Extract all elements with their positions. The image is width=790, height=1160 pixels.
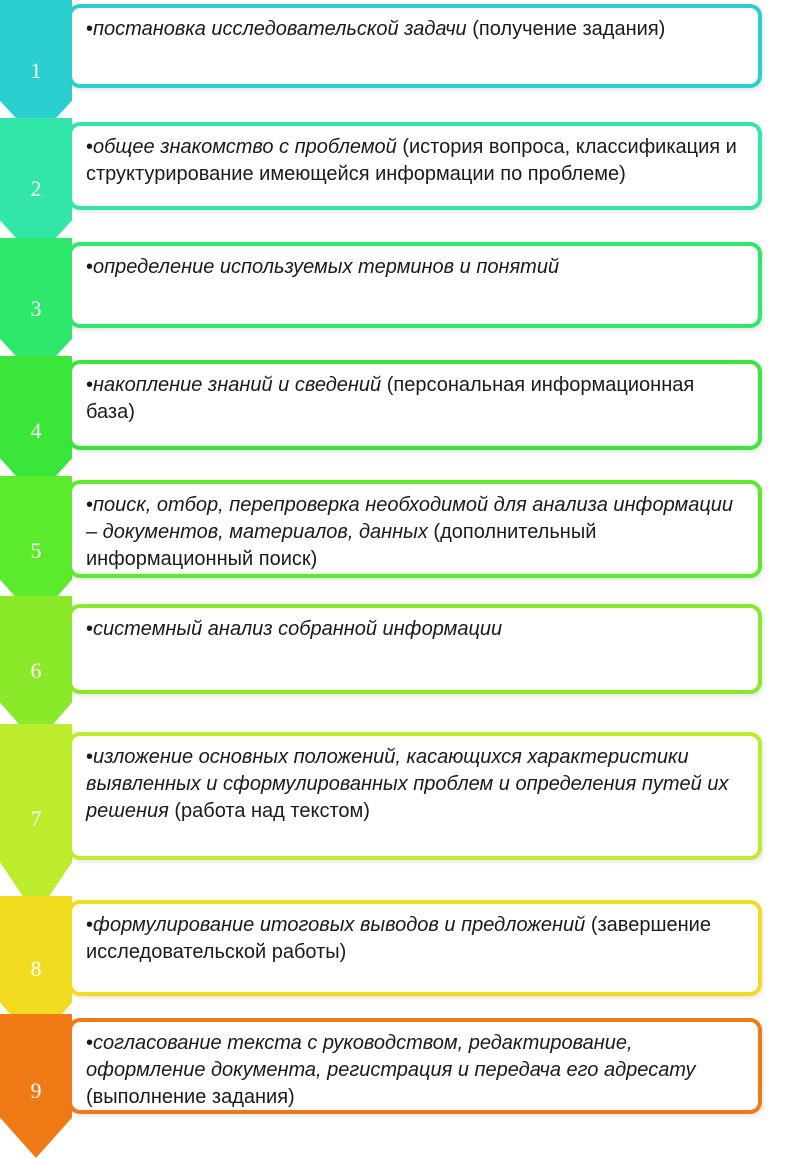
step-italic-text: системный анализ собранной информации	[93, 618, 503, 640]
step-box	[68, 242, 762, 328]
step-number: 5	[30, 538, 42, 563]
step-box	[68, 4, 762, 88]
step-italic-text: общее знакомство с проблемой	[93, 136, 397, 158]
step-number: 4	[30, 418, 42, 443]
step-box	[68, 480, 762, 578]
step-normal-text: (выполнение задания)	[86, 1086, 295, 1108]
step-normal-text: (завершение исследовательской работы)	[86, 914, 711, 963]
step-italic-text: формулирование итоговых выводов и предложений	[93, 914, 586, 936]
step-box	[68, 732, 762, 860]
step-number: 7	[30, 806, 42, 831]
bullet: •	[86, 374, 94, 396]
step-number: 2	[30, 176, 42, 201]
step-normal-text: (дополнительный информационный поиск)	[86, 521, 597, 570]
step-box	[68, 122, 762, 210]
step-italic-text: изложение основных положений, касающихся характеристики выявленных и сформулированных проблем и определения путей их решения	[86, 746, 729, 822]
step-box	[68, 360, 762, 450]
step-italic-text: определение используемых терминов и понятий	[93, 256, 560, 278]
bullet: •	[86, 494, 94, 516]
step-normal-text: (персональная информационная база)	[86, 374, 695, 423]
step-italic-text: постановка исследовательской задачи	[93, 18, 467, 40]
step-italic-text: согласование текста с руководством, редактирование, оформление документа, регистрация и передача его адресату	[86, 1032, 696, 1081]
bullet: •	[86, 1032, 94, 1054]
step-normal-text: (работа над текстом)	[168, 800, 370, 822]
bullet: •	[86, 256, 94, 278]
step-number: 9	[30, 1078, 42, 1103]
step-number: 1	[30, 58, 42, 83]
step-box	[68, 900, 762, 996]
step-box	[68, 1018, 762, 1114]
bullet: •	[86, 618, 94, 640]
step-italic-text: поиск, отбор, перепроверка необходимой для анализа информации – документов, материалов, данных	[86, 494, 733, 543]
step-number: 8	[30, 956, 42, 981]
bullet: •	[86, 914, 94, 936]
step-italic-text: накопление знаний и сведений	[93, 374, 382, 396]
bullet: •	[86, 136, 94, 158]
step-number: 3	[30, 296, 42, 321]
bullet: •	[86, 18, 94, 40]
bullet: •	[86, 746, 94, 768]
step-number: 6	[30, 658, 42, 683]
step-box	[68, 604, 762, 694]
step-normal-text: (получение задания)	[466, 18, 666, 40]
step-normal-text: (история вопроса, классификация и структурирование имеющейся информации по проблеме)	[86, 136, 737, 185]
